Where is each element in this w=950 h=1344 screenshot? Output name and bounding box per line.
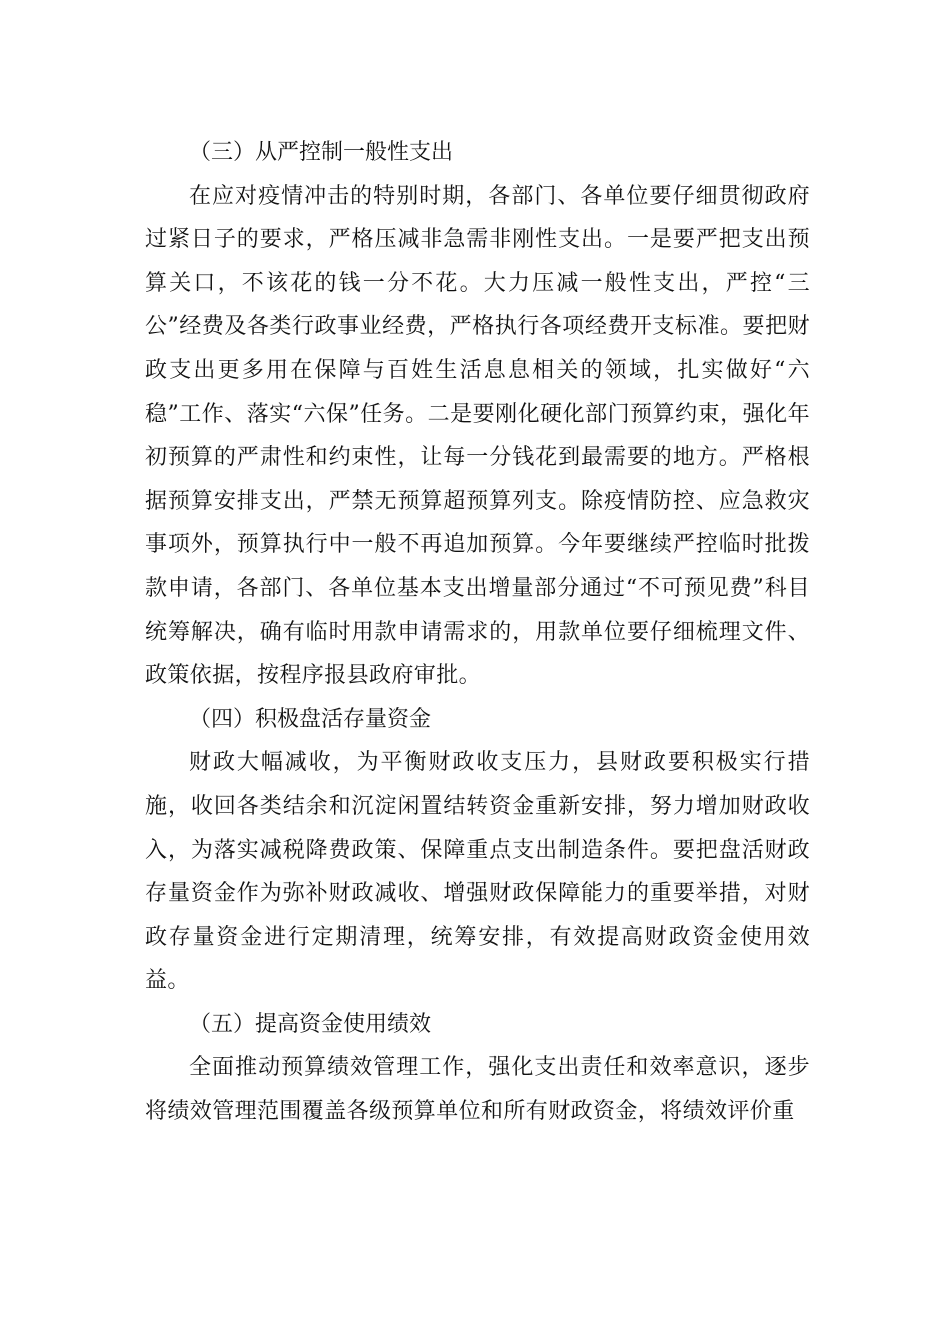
section-heading-3: （三）从严控制一般性支出 [189, 140, 454, 165]
document-body [145, 131, 810, 1134]
section-paragraph-5: 全面推动预算绩效管理工作，强化支出责任和效率意识，逐步将绩效管理范围覆盖各级预算单位和所有财政资金，将绩效评价重 [145, 1055, 810, 1125]
section-heading-4: （四）积极盘活存量资金 [189, 706, 432, 732]
section-paragraph-4: 财政大幅减收，为平衡财政收支压力，县财政要积极实行措施，收回各类结余和沉淀闲置结转资金重新安排，努力增加财政收入，为落实减税降费政策、保障重点支出制造条件。要把盘活财政存量资金作为弥补财政减收、增强财政保障能力的重要举措，对财政存量资金进行定期清理，统筹安排，有效提高财政资金使用效益。 [145, 750, 810, 994]
section-heading-5: （五）提高资金使用绩效 [189, 1011, 432, 1037]
section-paragraph-3: 在应对疫情冲击的特别时期，各部门、各单位要仔细贯彻政府过紧日子的要求，严格压减非急需非刚性支出。一是要严把支出预算关口，不该花的钱一分不花。大力压减一般性支出，严控“三公”经费及各类行政事业经费，严格执行各项经费开支标准。要把财政支出更多用在保障与百姓生活息息相关的领域，扎实做好“六稳”工作、落实“六保”任务。二是要刚化硬化部门预算约束，强化年初预算的严肃性和约束性，让每一分钱花到最需要的地方。严格根据预算安排支出，严禁无预算超预算列支。除疫情防控、应急救灾事项外，预算执行中一般不再追加预算。今年要继续严控临时批拨款申请，各部门、各单位基本支出增量部分通过“不可预见费”科目统筹解决，确有临时用款申请需求的，用款单位要仔细梳理文件、政策依据，按程序报县政府审批。 [145, 183, 810, 689]
